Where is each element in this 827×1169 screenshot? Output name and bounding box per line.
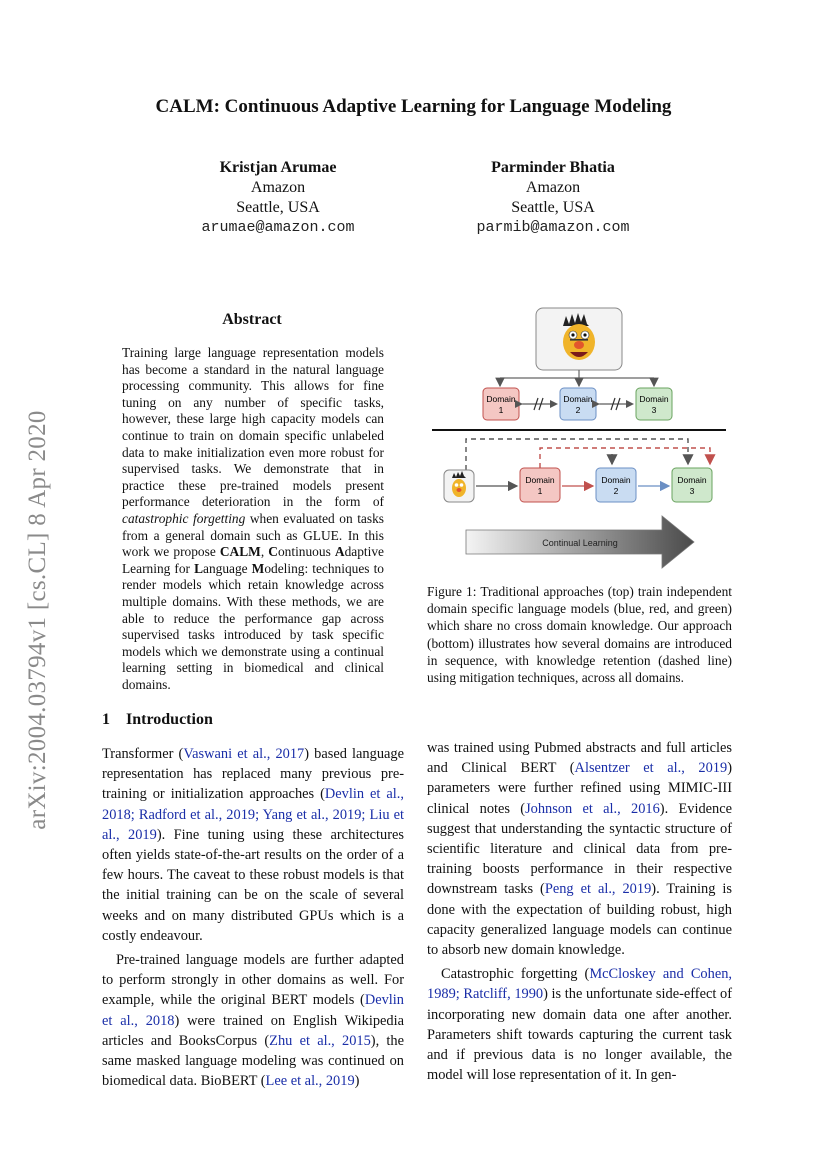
banner-text: Continual Learning [542, 538, 618, 548]
continual-learning-arrow [466, 516, 694, 568]
acronym-letter: L [194, 560, 203, 576]
citation-link[interactable]: Devlin et al., 2018; Radford et al., 2019; Yang et al., 2019; Liu et al., 2019 [102, 786, 404, 843]
abstract-part3: odeling: techniques to render models which retain knowledge across multiple domains. With these methods, we are able to reduce the performance gap across supervised tasks introduced by task specific models which we demonstrate using a continual learning setting in biomedical and clinical domains. [122, 560, 384, 692]
domain-label: Domain [486, 394, 516, 404]
arxiv-id: arXiv:2004.03794v1 [cs.CL] 8 Apr 2020 [24, 410, 51, 830]
acronym-word: anguage [203, 560, 252, 576]
paragraph [102, 744, 404, 946]
text-span: ) based language representation has replaced many previous pre-training or initialization approaches ( [102, 746, 404, 803]
abstract-text: Training large language representation models has become a standard in the natural language processing community. This allows for fine tuning on any number of specific tasks, however, these large high capacity models can continue to train on domain specific unlabeled data to make initialization even more robust for supervised tasks. We demonstrate that in practice these pre-trained models present performance deterioration in the form of catastrophic forgetting when evaluated on tasks from a general domain such as GLUE. In this work we propose CALM, Continuous Adaptive Learning for Language Modeling: techniques to render models which retain knowledge across multiple domains. With these methods, we are able to reduce the performance gap across supervised tasks introduced by task specific models which we demonstrate using a continual learning setting in biomedical and clinical domains. [122, 345, 384, 692]
paper-title: CALM: Continuous Adaptive Learning for Language Modeling [155, 96, 672, 117]
calm-name: CALM [219, 544, 261, 560]
citation-link[interactable]: Peng et al., 2019 [544, 881, 652, 898]
paragraph [427, 738, 732, 960]
section-title: Introduction [126, 711, 213, 728]
domain-label: Domain [639, 394, 669, 404]
domain-label: Domain [563, 394, 593, 404]
text-span: Catastrophic forgetting ( [441, 966, 590, 983]
text-span: ). Training is done with the expectation of building robust, high capacity generalized language models can continue to absorb new domain knowledge. [427, 881, 732, 959]
abstract-part2: when evaluated on tasks from a general domain such as GLUE. In this work we propose [122, 510, 384, 560]
domain-number: 2 [613, 486, 619, 496]
arxiv-sidebar-stamp [18, 370, 58, 870]
author-name: Kristjan Arumae [219, 159, 337, 176]
text-span: ). Fine tuning using these architectures often yields state-of-the-art results on the order of a few hours. The caveat to these robust models is that the initial training can be on the scale of several weeks and on many distributed GPUs which is a costly endeavour. [102, 826, 405, 944]
domain-label: Domain [601, 475, 631, 485]
domain-number: 2 [575, 405, 581, 415]
section-number: 1 [102, 711, 110, 728]
figure-1 [430, 302, 730, 574]
text-span: Transformer ( [102, 746, 184, 762]
domain-label: Domain [525, 475, 555, 485]
citation-link[interactable]: Lee et al., 2019 [265, 1073, 355, 1090]
text-span: was trained using Pubmed abstracts and full articles and Clinical BERT ( [427, 740, 732, 777]
citation-link[interactable]: Vaswani et al., 2017 [183, 746, 305, 762]
text-span: ) [354, 1073, 360, 1090]
section-heading-introduction [102, 711, 213, 729]
paragraph [427, 964, 732, 1085]
abstract-emphasis: catastrophic forgetting [122, 510, 246, 526]
domain-box-bottom-1 [520, 468, 560, 502]
acronym-letter: C [268, 544, 278, 560]
bert-model-icon [536, 308, 622, 370]
author-email: parmib@amazon.com [476, 219, 630, 236]
author-location: Seattle, USA [511, 199, 595, 216]
left-column-body [102, 744, 404, 1091]
text-span: ) is the unfortunate side-effect of incorporating new domain data one after another. Parameters shift towards capturing the current task and if previous data is no longer available, the model will lose representation of it. In gen- [427, 986, 732, 1084]
figure-caption: Figure 1: Traditional approaches (top) train independent domain specific language models (blue, red, and green) which share no cross domain knowledge. Our approach (bottom) illustrates how several domains are introduced in sequence, with knowledge retention (dashed line) using mitigation techniques, across all domains. [427, 584, 732, 686]
author-block-2 [423, 158, 683, 238]
acronym-word: ontinuous [277, 544, 335, 560]
text-span: ) were trained on English Wikipedia articles and BooksCorpus ( [102, 1012, 404, 1049]
domain-number: 1 [537, 486, 543, 496]
author-block-1 [148, 158, 408, 238]
text-span: ) parameters were further refined using MIMIC-III clinical notes ( [427, 760, 732, 817]
right-column-body [427, 738, 732, 1085]
author-email: arumae@amazon.com [201, 219, 355, 236]
text-span: ). Evidence suggest that understanding the syntactic structure of scientific literature and clinical data from pre-training boosts performance in their respective downstream tasks ( [427, 800, 732, 898]
citation-link[interactable]: Johnson et al., 2016 [525, 800, 660, 817]
citation-link[interactable]: Alsentzer et al., 2019 [574, 760, 728, 777]
domain-box-bottom-3 [672, 468, 712, 502]
author-location: Seattle, USA [236, 199, 320, 216]
domain-box-bottom-2 [596, 468, 636, 502]
domain-number: 1 [498, 405, 504, 415]
domain-box-top-2 [560, 388, 596, 420]
bert-model-icon-small [444, 470, 474, 502]
domain-number: 3 [689, 486, 695, 496]
domain-number: 3 [651, 405, 657, 415]
domain-label: Domain [677, 475, 707, 485]
author-name: Parminder Bhatia [491, 159, 615, 176]
citation-link[interactable]: Zhu et al., 2015 [269, 1032, 371, 1049]
acronym-word: daptive Learning for [122, 544, 384, 576]
abstract-heading: Abstract [222, 311, 282, 328]
citation-link[interactable]: Devlin et al., 2018 [102, 992, 404, 1029]
domain-box-top-1 [483, 388, 519, 420]
citation-link[interactable]: McCloskey and Cohen, 1989; Ratcliff, 1990 [427, 966, 732, 1003]
text-span: Pre-trained language models are further adapted to perform strongly in other domains as well. For example, while the original BERT models ( [102, 952, 404, 1009]
acronym-letter: A [334, 544, 345, 560]
text-span: ), the same masked language modeling was continued on biomedical data. BioBERT ( [102, 1032, 404, 1090]
acronym-letter: M [251, 560, 265, 576]
abstract-part1: Training large language representation models has become a standard in the natural language processing community. This allows for fine tuning on any number of specific tasks, however, these large high capacity models can continue to train on domain specific unlabeled data to make initialization even more robust for supervised tasks. We demonstrate that in practice these pre-trained models present performance deterioration in the form of [122, 345, 384, 510]
author-affiliation: Amazon [250, 179, 306, 196]
paragraph [102, 950, 404, 1091]
author-affiliation: Amazon [525, 179, 581, 196]
domain-box-top-3 [636, 388, 672, 420]
